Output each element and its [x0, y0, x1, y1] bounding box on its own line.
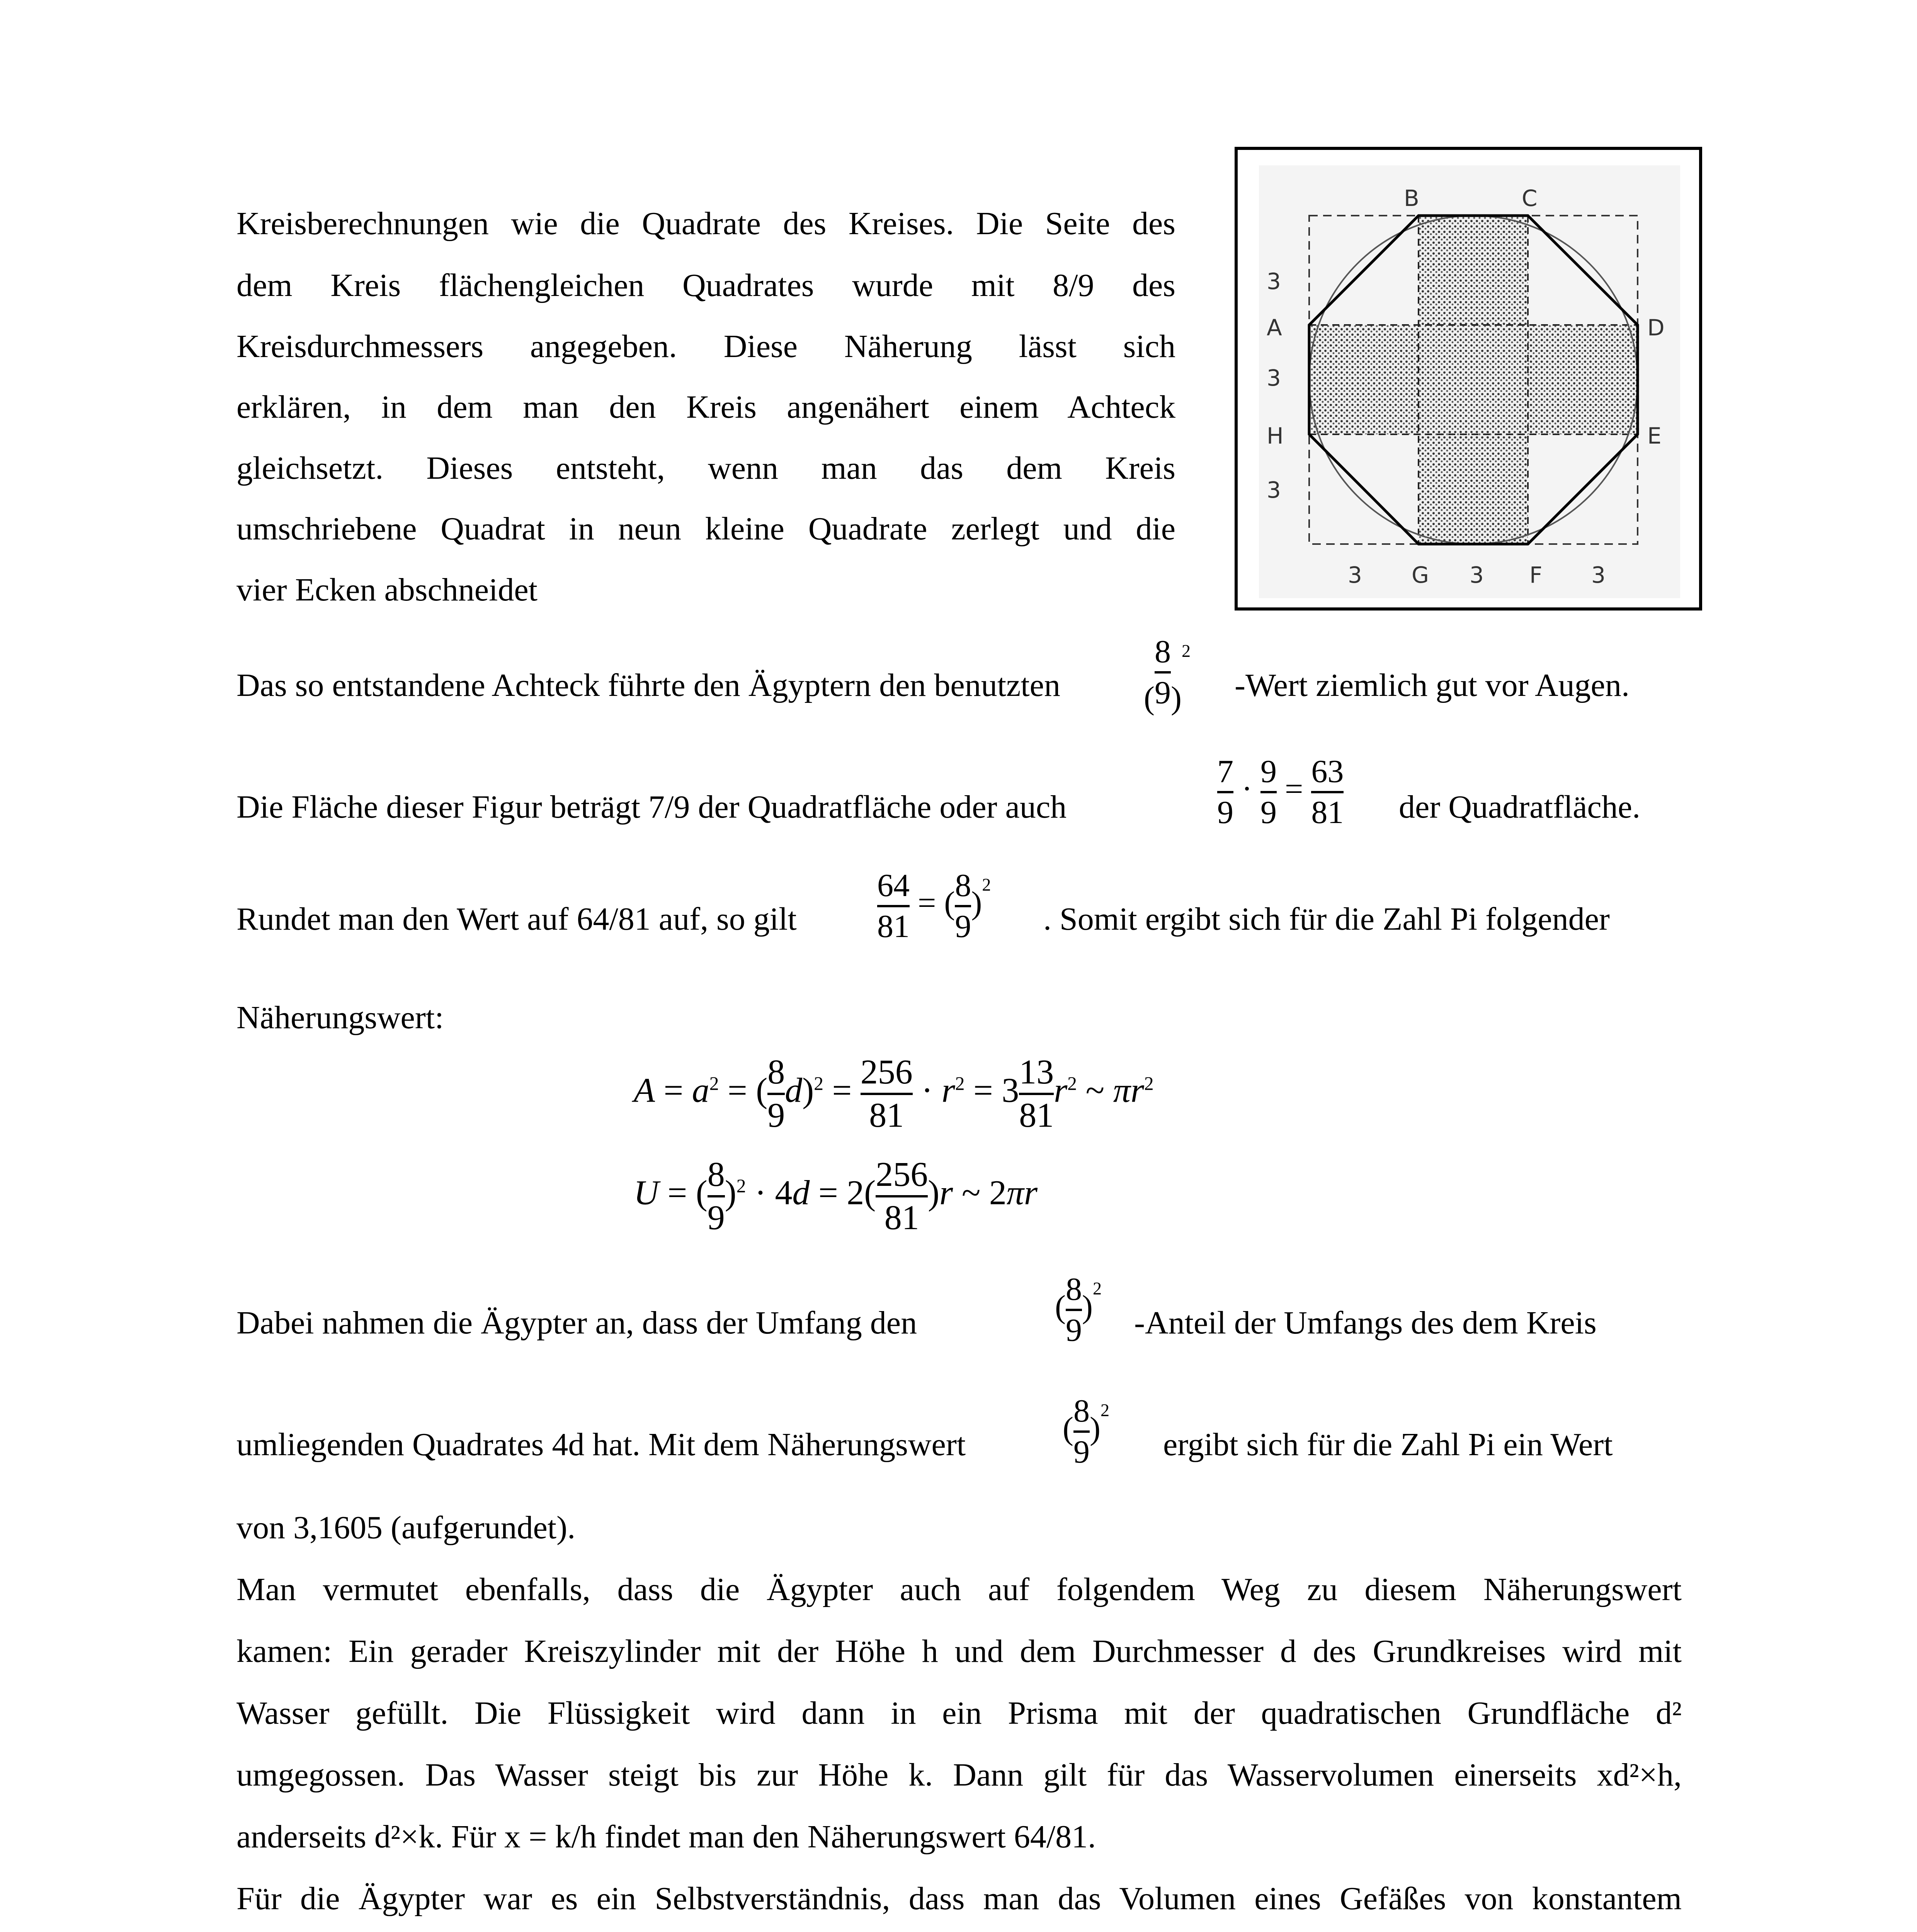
- line-dabei-before: Dabei nahmen die Ägypter an, dass der Umfang den: [236, 1305, 917, 1341]
- label-H: H: [1267, 423, 1284, 449]
- octagon-figure: [1235, 147, 1702, 611]
- line-von: von 3,1605 (aufgerundet).: [236, 1510, 576, 1546]
- zylinder-line-1: Man vermutet ebenfalls, dass die Ägypter auch auf folgendem Weg zu diesem Näherungswert: [236, 1571, 1682, 1607]
- zylinder-line-3: Wasser gefüllt. Die Flüssigkeit wird dann in ein Prisma mit der quadratischen Grundfläche d²: [236, 1695, 1682, 1731]
- label-C: C: [1522, 185, 1538, 211]
- line-achteck-before: Das so entstandene Achteck führte den Ägyptern den benutzten: [236, 667, 1060, 703]
- intro-line-4: erklären, in dem man den Kreis angenähert einem Achteck: [236, 389, 1175, 425]
- intro-line-2: dem Kreis flächengleichen Quadrates wurde mit 8/9 des: [236, 267, 1175, 303]
- line-dabei-after: -Anteil der Umfangs des dem Kreis: [1134, 1305, 1597, 1341]
- cross-horizontal: [1309, 325, 1638, 434]
- label-left-3a: 3: [1267, 268, 1281, 294]
- label-bottom-3a: 3: [1348, 562, 1362, 588]
- label-bottom-3c: 3: [1591, 562, 1606, 588]
- zylinder-line-5: anderseits d²×k. Für x = k/h findet man den Näherungswert 64/81.: [236, 1819, 1096, 1855]
- intro-line-6: umschriebene Quadrat in neun kleine Quadrate zerlegt und die: [236, 511, 1175, 547]
- label-E: E: [1647, 423, 1662, 449]
- zylinder-line-2: kamen: Ein gerader Kreiszylinder mit der Höhe h und dem Durchmesser d des Grundkreises wird mit: [236, 1633, 1682, 1669]
- formula-64-81: 64 81 = ( 8 9 )$^2$: [877, 867, 991, 944]
- line-umliegend-after: ergibt sich für die Zahl Pi ein Wert: [1163, 1427, 1613, 1463]
- line-flaeche-before: Die Fläche dieser Figur beträgt 7/9 der Quadratfläche oder auch: [236, 789, 1067, 825]
- label-left-3c: 3: [1267, 477, 1281, 503]
- formula-circumference: U = ( 8 9 )$^2$ · 4d = 2( 256 81 )r ~ 2πr: [634, 1155, 1038, 1237]
- gefaess-line-1: Für die Ägypter war es ein Selbstverständnis, dass man das Volumen eines Gefäßes von konstantem: [236, 1881, 1682, 1917]
- formula-eight-ninths-squared-3: ( 8 9 )$^2$: [1063, 1393, 1110, 1470]
- line-umliegend-before: umliegenden Quadrates 4d hat. Mit dem Näherungswert: [236, 1427, 966, 1463]
- line-runden-before: Rundet man den Wert auf 64/81 auf, so gilt: [236, 901, 797, 937]
- line-achteck-after: -Wert ziemlich gut vor Augen.: [1235, 667, 1630, 703]
- line-flaeche-after: der Quadratfläche.: [1399, 789, 1640, 825]
- label-left-3b: 3: [1267, 365, 1281, 391]
- line-naeherungswert: Näherungswert:: [236, 1000, 444, 1036]
- label-G: G: [1412, 562, 1429, 588]
- zylinder-line-4: umgegossen. Das Wasser steigt bis zur Höhe k. Dann gilt für das Wasservolumen einerseits xd²×h,: [236, 1757, 1682, 1793]
- formula-eight-ninths-squared-1: ( 8 9 )$^2$: [1144, 634, 1191, 716]
- formula-area: $A = a^2$ = ( 8 9 d)$^2$ = 256 81 · $r^2 = 3$ 13 81 $r^2$ ~ $\pi r^2$: [634, 1053, 1154, 1134]
- intro-line-7: vier Ecken abschneidet: [236, 572, 538, 608]
- label-F: F: [1529, 562, 1543, 588]
- label-A: A: [1267, 315, 1282, 341]
- intro-line-5: gleichsetzt. Dieses entsteht, wenn man das dem Kreis: [236, 450, 1175, 486]
- label-bottom-3b: 3: [1470, 562, 1484, 588]
- label-B: B: [1404, 185, 1419, 211]
- formula-7-9-times-9-9: 7 9 · 9 9 = 63 81: [1217, 753, 1344, 830]
- intro-line-1: Kreisberechnungen wie die Quadrate des Kreises. Die Seite des: [236, 206, 1175, 242]
- intro-line-3: Kreisdurchmessers angegeben. Diese Näherung lässt sich: [236, 328, 1175, 364]
- octagon-diagram: [1259, 165, 1680, 598]
- label-D: D: [1647, 315, 1665, 341]
- formula-eight-ninths-squared-2: ( 8 9 )$^2$: [1055, 1271, 1102, 1348]
- line-runden-after: . Somit ergibt sich für die Zahl Pi folgender: [1043, 901, 1610, 937]
